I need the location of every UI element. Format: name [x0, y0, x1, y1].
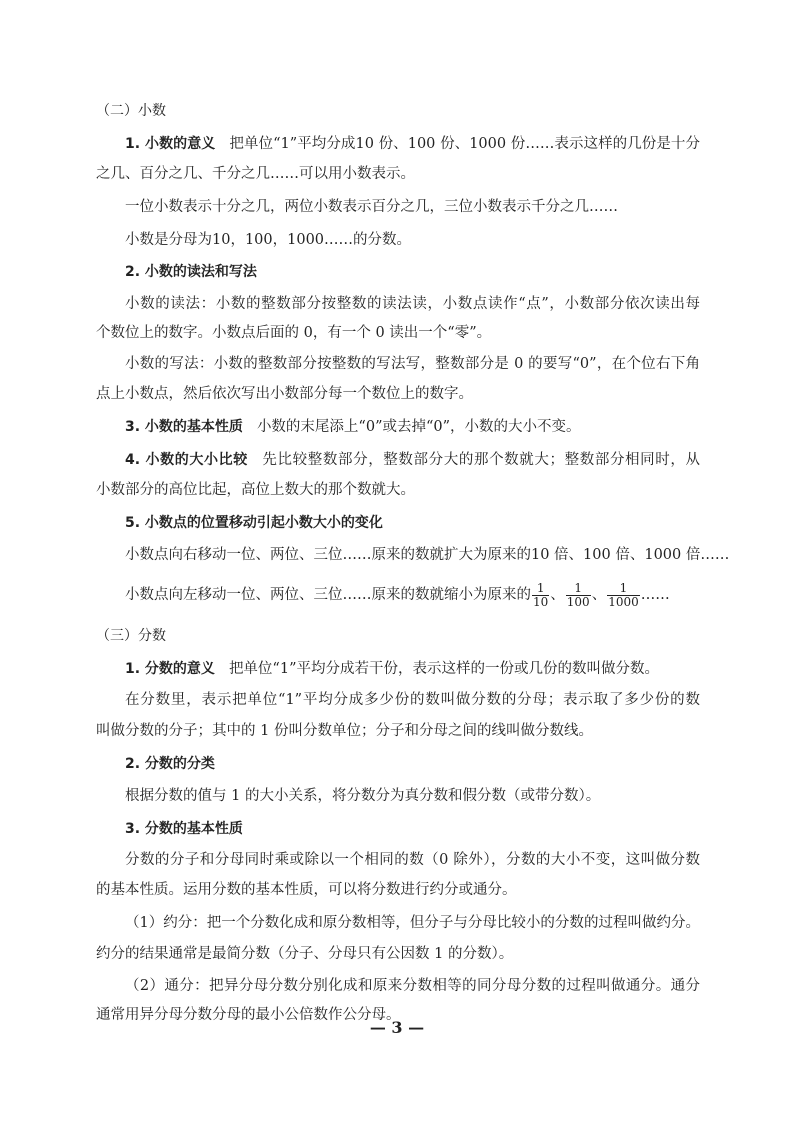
text-line: 小数的读法：小数的整数部分按整数的读法读，小数点读作“点”，小数部分依次读出每	[125, 296, 700, 312]
text-line: 约分的结果通常是最简分数（分子、分母只有公因数 1 的分数）。	[96, 946, 514, 962]
fraction-one-hundredth: $\frac{1}{100}$	[566, 580, 590, 609]
heading-decimal-compare: 4. 小数的大小比较	[125, 452, 248, 468]
text-line: 小数点向右移动一位、两位、三位……原来的数就扩大为原来的10 倍、100 倍、1000 倍……	[125, 547, 730, 563]
text-line: 之几、百分之几、千分之几……可以用小数表示。	[96, 166, 415, 182]
text-line: 分数的分子和分母同时乘或除以一个相同的数（0 除外），分数的大小不变，这叫做分数	[125, 852, 700, 868]
fraction-one-thousandth: $\frac{1}{1000}$	[608, 580, 639, 609]
heading-fraction-classification: 2. 分数的分类	[125, 756, 215, 772]
paragraph-decimal-compare: 4. 小数的大小比较 先比较整数部分，整数部分大的那个数就大；整数部分相同时，从	[125, 452, 700, 468]
text-line: （1）约分：把一个分数化成和原分数相等，但分子与分母比较小的分数的过程叫做约分。	[125, 915, 700, 931]
paragraph-decimal-meaning: 1. 小数的意义 把单位“1”平均分成10 份、100 份、1000 份……表示这样的几份是十分	[125, 136, 700, 152]
heading-fraction-meaning: 1. 分数的意义	[125, 661, 215, 677]
section-title-decimals: （二）小数	[96, 103, 166, 119]
text-line: 叫做分数的分子；其中的 1 份叫分数单位；分子和分母之间的线叫做分数线。	[96, 723, 593, 739]
text-line: 根据分数的值与 1 的大小关系，将分数分为真分数和假分数（或带分数）。	[125, 788, 601, 804]
text-line: 点上小数点，然后依次写出小数部分每一个数位上的数字。	[96, 386, 473, 402]
text-line: （2）通分：把异分母分数分别化成和原来分数相等的同分母分数的过程叫做通分。通分	[125, 978, 700, 994]
heading-decimal-read-write: 2. 小数的读法和写法	[125, 264, 257, 280]
text-line: 在分数里，表示把单位“1”平均分成多少份的数叫做分数的分母；表示取了多少份的数	[125, 692, 700, 708]
text-line-fractions: 小数点向左移动一位、两位、三位……原来的数就缩小为原来的 $\frac{1}{10}$ 、 $\frac{1}{100}$ 、 $\frac{1}{1000}$ ……	[125, 580, 670, 609]
text-line: 小数部分的高位比起，高位上数大的那个数就大。	[96, 482, 415, 498]
text-line: 的基本性质。运用分数的基本性质，可以将分数进行约分或通分。	[96, 882, 517, 898]
page-number: — 3 —	[369, 1018, 425, 1037]
text-line: 小数的写法：小数的整数部分按整数的写法写，整数部分是 0 的要写“0”，在个位右下角	[125, 356, 700, 372]
paragraph-fraction-meaning: 1. 分数的意义 把单位“1”平均分成若干份，表示这样的一份或几份的数叫做分数。	[125, 661, 659, 677]
text-line: 小数是分母为10，100，1000……的分数。	[125, 232, 412, 248]
heading-decimal-meaning: 1. 小数的意义	[125, 136, 216, 152]
text-line: 一位小数表示十分之几，两位小数表示百分之几，三位小数表示千分之几……	[125, 199, 618, 215]
heading-decimal-point-move: 5. 小数点的位置移动引起小数大小的变化	[125, 515, 383, 531]
text-line: 个数位上的数字。小数点后面的 0，有一个 0 读出一个“零”。	[96, 325, 492, 341]
heading-fraction-property: 3. 分数的基本性质	[125, 821, 243, 837]
heading-decimal-property: 3. 小数的基本性质	[125, 419, 243, 435]
text-line: 通常用异分母分数分母的最小公倍数作公分母。	[96, 1007, 401, 1023]
fraction-one-tenth: $\frac{1}{10}$	[533, 580, 549, 609]
paragraph-decimal-property: 3. 小数的基本性质 小数的末尾添上“0”或去掉“0”，小数的大小不变。	[125, 419, 581, 435]
section-title-fractions: （三）分数	[96, 628, 166, 644]
